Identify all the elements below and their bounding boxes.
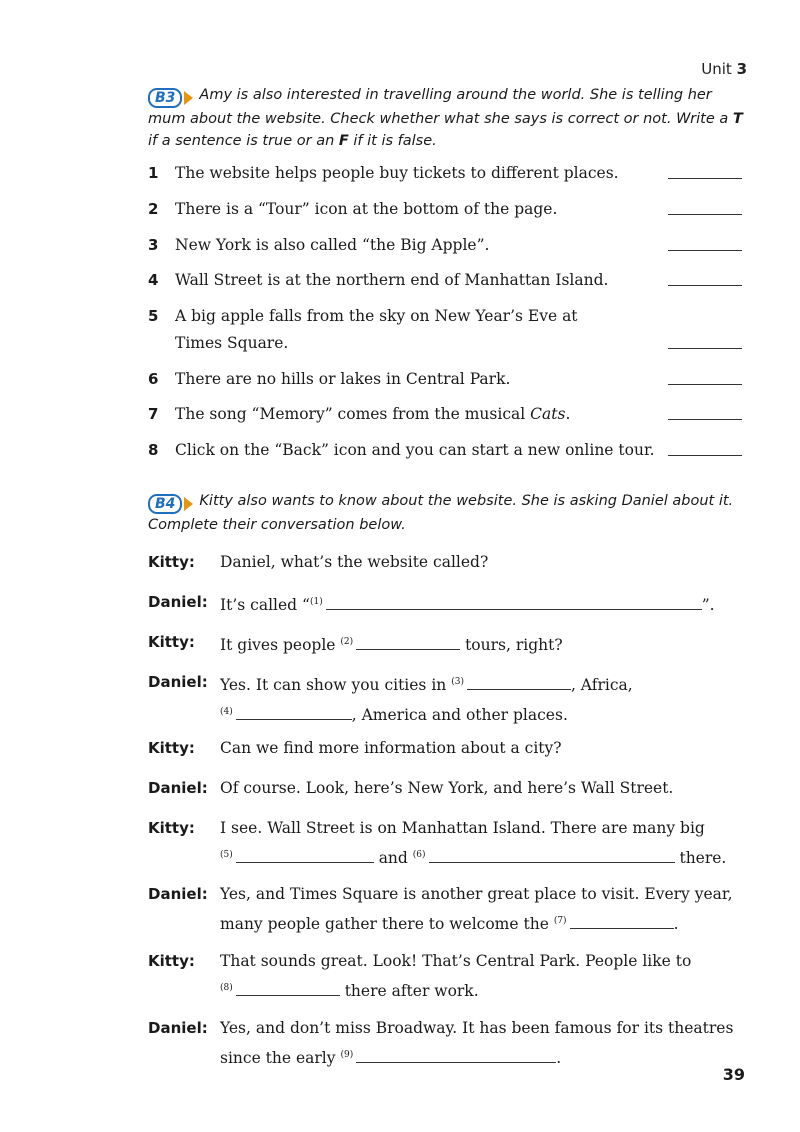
statement-6	[148, 366, 742, 393]
speaker-label: Daniel:	[148, 885, 208, 903]
musical-title: Cats	[530, 405, 566, 423]
speaker-label: Daniel:	[148, 673, 208, 691]
dialogue-text: Yes, and don’t miss Broadway. It has been famous for its theatres	[220, 1019, 734, 1037]
dialogue-line-1	[148, 549, 748, 576]
play-arrow-icon	[184, 91, 193, 105]
statement-text: New York is also called “the Big Apple”.	[175, 236, 490, 254]
statement-text: Click on the “Back” icon and you can start a new online tour.	[175, 441, 655, 459]
dialogue-text-part: It’s called “	[220, 596, 310, 614]
dialogue-line-5	[148, 735, 748, 762]
t-letter: T	[732, 111, 743, 127]
answer-gap-2[interactable]	[356, 648, 460, 650]
b4-instruction-text: Kitty also wants to know about the website. She is asking Daniel about it. Complete their conversation below.	[148, 493, 734, 533]
dialogue-text-line-2	[220, 1042, 748, 1072]
unit-number: 3	[736, 60, 747, 78]
unit-heading	[701, 60, 747, 78]
dialogue-text-part: there after work.	[344, 982, 479, 1000]
statement-text	[175, 401, 742, 428]
statement-7	[148, 401, 742, 428]
dialogue-text-line-2	[220, 842, 748, 872]
b3-instruction	[148, 84, 748, 152]
statement-5	[148, 303, 742, 357]
dialogue-line-4	[148, 669, 748, 729]
answer-gap-1[interactable]	[326, 608, 702, 610]
dialogue-text	[220, 589, 748, 619]
gap-number: (8)	[220, 983, 233, 993]
b4-badge	[148, 494, 193, 514]
dialogue-text	[220, 629, 748, 659]
dialogue-text-part: , America and other places.	[351, 706, 568, 724]
dialogue-text-line-2	[220, 908, 748, 938]
statement-number: 3	[148, 236, 159, 254]
gap-number: (2)	[340, 637, 354, 647]
b3-badge	[148, 88, 193, 108]
dialogue-text-part: Yes. It can show you cities in	[220, 676, 447, 694]
statement-text: Wall Street is at the northern end of Manhattan Island.	[175, 271, 609, 289]
dialogue-line-10	[148, 1015, 748, 1072]
statement-text: There is a “Tour” icon at the bottom of the page.	[175, 200, 558, 218]
speaker-label: Kitty:	[148, 819, 195, 837]
dialogue-text: Can we find more information about a city?	[220, 739, 562, 757]
dialogue-text-part: .	[556, 1049, 562, 1067]
statement-text: The website helps people buy tickets to different places.	[175, 164, 619, 182]
dialogue-text-part: , Africa,	[570, 676, 633, 694]
statement-1	[148, 160, 742, 187]
dialogue-text-part: and	[378, 849, 408, 867]
dialogue-line-7	[148, 815, 748, 872]
statement-number: 4	[148, 271, 159, 289]
dialogue-text-part: since the early	[220, 1049, 336, 1067]
answer-blank-3[interactable]	[668, 250, 742, 251]
gap-number: (4)	[220, 707, 233, 717]
statement-text-post: .	[565, 405, 571, 423]
statement-text: There are no hills or lakes in Central Park.	[175, 370, 511, 388]
dialogue-text-part: .	[673, 915, 679, 933]
statement-3	[148, 232, 742, 259]
dialogue-text-part: ”.	[701, 596, 715, 614]
dialogue-text: Of course. Look, here’s New York, and here’s Wall Street.	[220, 779, 674, 797]
gap-number: (6)	[412, 850, 426, 860]
dialogue-text-line-2	[220, 699, 748, 729]
dialogue-line-3	[148, 629, 748, 659]
dialogue-text-part: tours, right?	[465, 636, 563, 654]
answer-gap-3[interactable]	[467, 688, 571, 690]
answer-blank-1[interactable]	[668, 178, 742, 179]
speaker-label: Kitty:	[148, 633, 195, 651]
b3-badge-label: B3	[148, 88, 182, 108]
gap-number: (5)	[220, 850, 233, 860]
speaker-label: Daniel:	[148, 593, 208, 611]
statement-8	[148, 437, 742, 464]
dialogue-text: That sounds great. Look! That’s Central Park. People like to	[220, 952, 692, 970]
statement-4	[148, 267, 742, 294]
answer-blank-5[interactable]	[668, 348, 742, 349]
answer-blank-4[interactable]	[668, 285, 742, 286]
unit-label: Unit	[701, 60, 732, 78]
dialogue-line-6	[148, 775, 748, 802]
f-letter: F	[338, 133, 349, 149]
speaker-label: Daniel:	[148, 1019, 208, 1037]
statement-text-line-2: Times Square.	[175, 334, 289, 352]
statement-text-pre: The song “Memory” comes from the musical	[175, 405, 531, 423]
speaker-label: Kitty:	[148, 553, 195, 571]
statement-number: 8	[148, 441, 159, 459]
dialogue-text: I see. Wall Street is on Manhattan Island. There are many big	[220, 819, 705, 837]
answer-blank-6[interactable]	[668, 384, 742, 385]
answer-gap-9[interactable]	[356, 1061, 556, 1063]
dialogue-line-2	[148, 589, 748, 619]
b3-instruction-text-2: if a sentence is true or an	[148, 133, 339, 149]
dialogue-text: Yes, and Times Square is another great place to visit. Every year,	[220, 885, 733, 903]
gap-number: (7)	[553, 916, 567, 926]
play-arrow-icon	[184, 497, 193, 511]
dialogue-line-8	[148, 881, 748, 938]
answer-gap-8[interactable]	[236, 994, 340, 996]
statement-number: 2	[148, 200, 159, 218]
speaker-label: Kitty:	[148, 739, 195, 757]
statement-number: 1	[148, 164, 159, 182]
dialogue-line-9	[148, 948, 748, 1005]
answer-blank-2[interactable]	[668, 214, 742, 215]
dialogue-text: Daniel, what’s the website called?	[220, 553, 489, 571]
gap-number: (1)	[309, 597, 323, 607]
dialogue-text-part: there.	[679, 849, 727, 867]
answer-gap-7[interactable]	[570, 927, 674, 929]
statement-number: 6	[148, 370, 159, 388]
statement-text-line-1: A big apple falls from the sky on New Year’s Eve at	[175, 307, 578, 325]
dialogue-text	[220, 669, 748, 699]
speaker-label: Kitty:	[148, 952, 195, 970]
answer-gap-5[interactable]	[236, 861, 374, 863]
b3-instruction-text-3: if it is false.	[348, 133, 437, 149]
b3-instruction-text-1: Amy is also interested in travelling around the world. She is telling her mum about the website. Check whether what she says is correct or not. Write a	[148, 87, 733, 127]
speaker-label: Daniel:	[148, 779, 208, 797]
answer-gap-6[interactable]	[429, 861, 675, 863]
page-number: 39	[722, 1065, 745, 1084]
gap-number: (9)	[340, 1050, 354, 1060]
b4-badge-label: B4	[148, 494, 182, 514]
dialogue-text-line-2	[220, 975, 748, 1005]
gap-number: (3)	[451, 677, 464, 687]
dialogue-text-part: many people gather there to welcome the	[220, 915, 549, 933]
statement-number: 5	[148, 307, 159, 325]
answer-blank-8[interactable]	[668, 455, 742, 456]
b4-instruction	[148, 490, 748, 536]
statement-2	[148, 196, 742, 223]
dialogue-text-part: It gives people	[220, 636, 336, 654]
answer-blank-7[interactable]	[668, 419, 742, 420]
statement-number: 7	[148, 405, 159, 423]
answer-gap-4[interactable]	[236, 718, 352, 720]
